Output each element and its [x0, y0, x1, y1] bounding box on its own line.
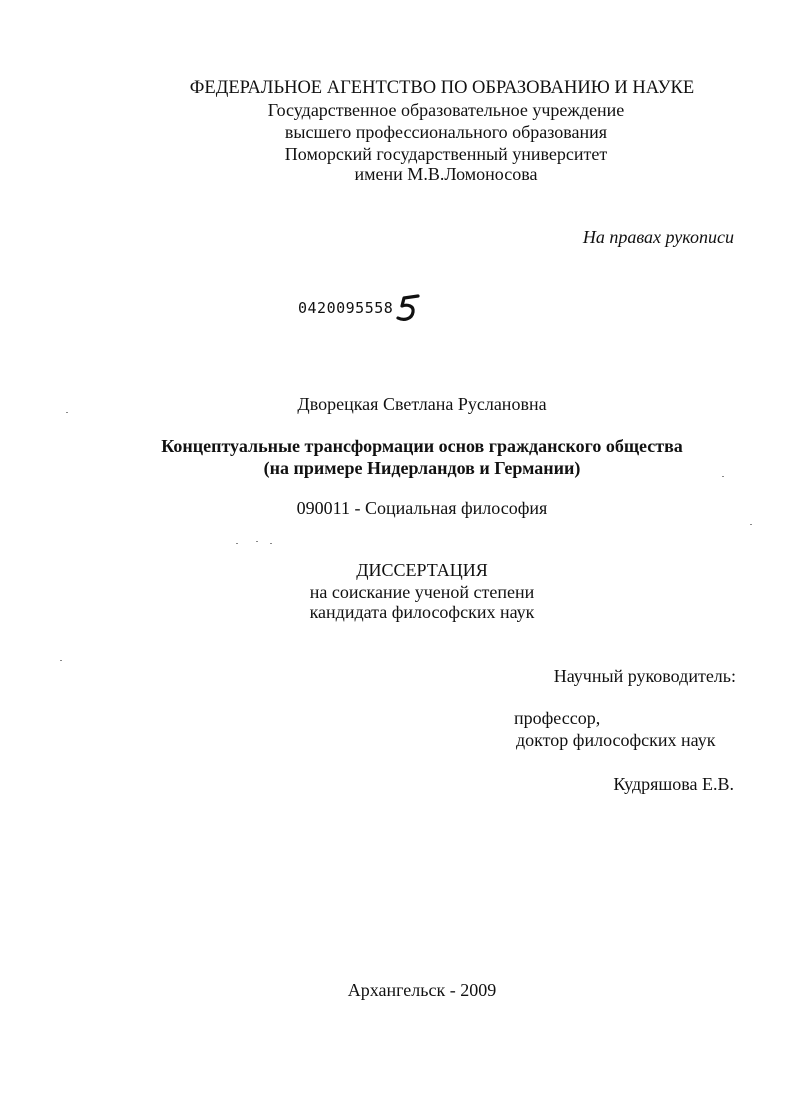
advisor-name: Кудряшова Е.В. [613, 774, 734, 794]
scan-speck [66, 412, 68, 413]
scan-speck [60, 660, 62, 661]
education-level: высшего профессионального образования [284, 122, 608, 142]
advisor-rank: профессор, [514, 708, 601, 728]
scan-speck [750, 524, 752, 525]
degree-purpose: на соискание ученой степени [309, 582, 535, 602]
degree-name: кандидата философских наук [309, 602, 535, 622]
university-namesake: имени М.В.Ломоносова [354, 164, 538, 184]
author-name: Дворецкая Светлана Руслановна [297, 394, 547, 414]
advisor-label: Научный руководитель: [553, 666, 736, 686]
university-name: Поморский государственный университет [284, 144, 608, 164]
dissertation-title-line-2: (на примере Нидерландов и Германии) [263, 458, 581, 478]
specialty-code: 090011 - Социальная философия [296, 498, 548, 518]
dissertation-title-line-1: Концептуальные трансформации основ гражданского общества [161, 436, 683, 456]
document-type-heading: ДИССЕРТАЦИЯ [356, 560, 488, 580]
manuscript-note: На правах рукописи [582, 227, 734, 247]
institution-type: Государственное образовательное учреждение [267, 100, 625, 120]
advisor-degree: доктор философских наук [516, 730, 716, 750]
scan-speck [236, 543, 238, 544]
scan-speck [270, 543, 272, 544]
scan-speck [722, 476, 724, 477]
city-year: Архангельск - 2009 [347, 980, 497, 1000]
handwritten-digit-mark [394, 292, 422, 324]
library-stamp-number: 0420095558 [298, 299, 394, 317]
agency-header: ФЕДЕРАЛЬНОЕ АГЕНТСТВО ПО ОБРАЗОВАНИЮ И НАУКЕ [189, 78, 695, 98]
scan-speck [256, 541, 258, 542]
